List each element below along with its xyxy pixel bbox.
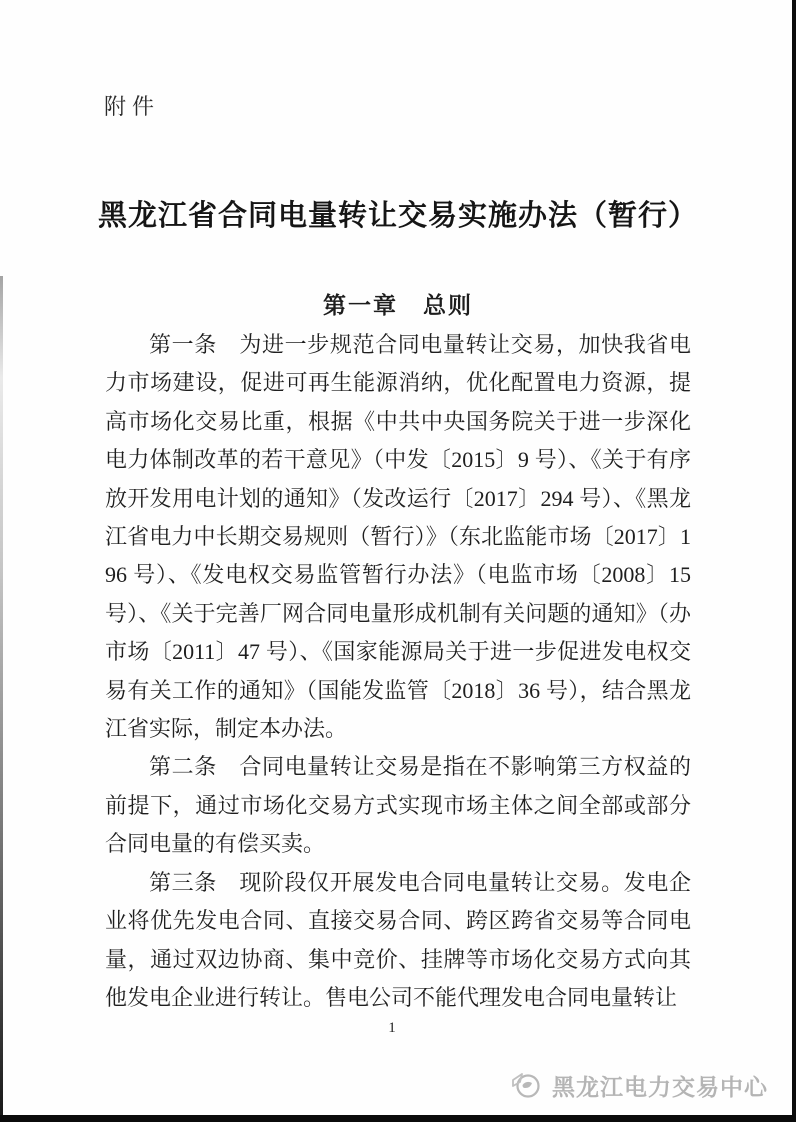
document-body (105, 326, 691, 1017)
paragraph-article-1: 第一条 为进一步规范合同电量转让交易，加快我省电力市场建设，促进可再生能源消纳，优化配置电力资源，提高市场化交易比重，根据《中共中央国务院关于进一步深化电力体制改革的若干意见》（中发〔2015〕9 号）、《关于有序放开发用电计划的通知》（发改运行〔2017〕294 号）、《黑龙江省电力中长期交易规则（暂行）》（东北监能市场〔2017〕196 号）、《发电权交易监管暂行办法》（电监市场〔2008〕15 号）、《关于完善厂网合同电量形成机制有关问题的通知》（办市场〔2011〕47 号）、《国家能源局关于进一步促进发电权交易有关工作的通知》（国能发监管〔2018〕36 号），结合黑龙江省实际，制定本办法。 (105, 332, 691, 742)
paragraph-article-2: 第二条 合同电量转让交易是指在不影响第三方权益的前提下，通过市场化交易方式实现市场主体之间全部或部分合同电量的有偿买卖。 (105, 754, 691, 857)
footer-brand-name: 黑龙江电力交易中心 (552, 1073, 768, 1100)
scan-artifact-right-edge (792, 0, 796, 1122)
attachment-label: 附件 (104, 94, 161, 119)
power-trading-center-logo-icon (509, 1068, 543, 1102)
page-number: 1 (388, 1020, 396, 1036)
chapter-heading: 第一章 总则 (323, 293, 473, 318)
scan-artifact-bottom-edge (0, 1115, 796, 1122)
paragraph-article-3: 第三条 现阶段仅开展发电合同电量转让交易。发电企业将优先发电合同、直接交易合同、跨区跨省交易等合同电量，通过双边协商、集中竞价、挂牌等市场化交易方式向其他发电企业进行转让。售电公司不能代理发电合同电量转让 (105, 869, 691, 1010)
scan-artifact-left-edge (0, 276, 3, 1122)
footer-brand (509, 1068, 768, 1102)
document-title: 黑龙江省合同电量转让交易实施办法（暂行） (97, 200, 698, 232)
